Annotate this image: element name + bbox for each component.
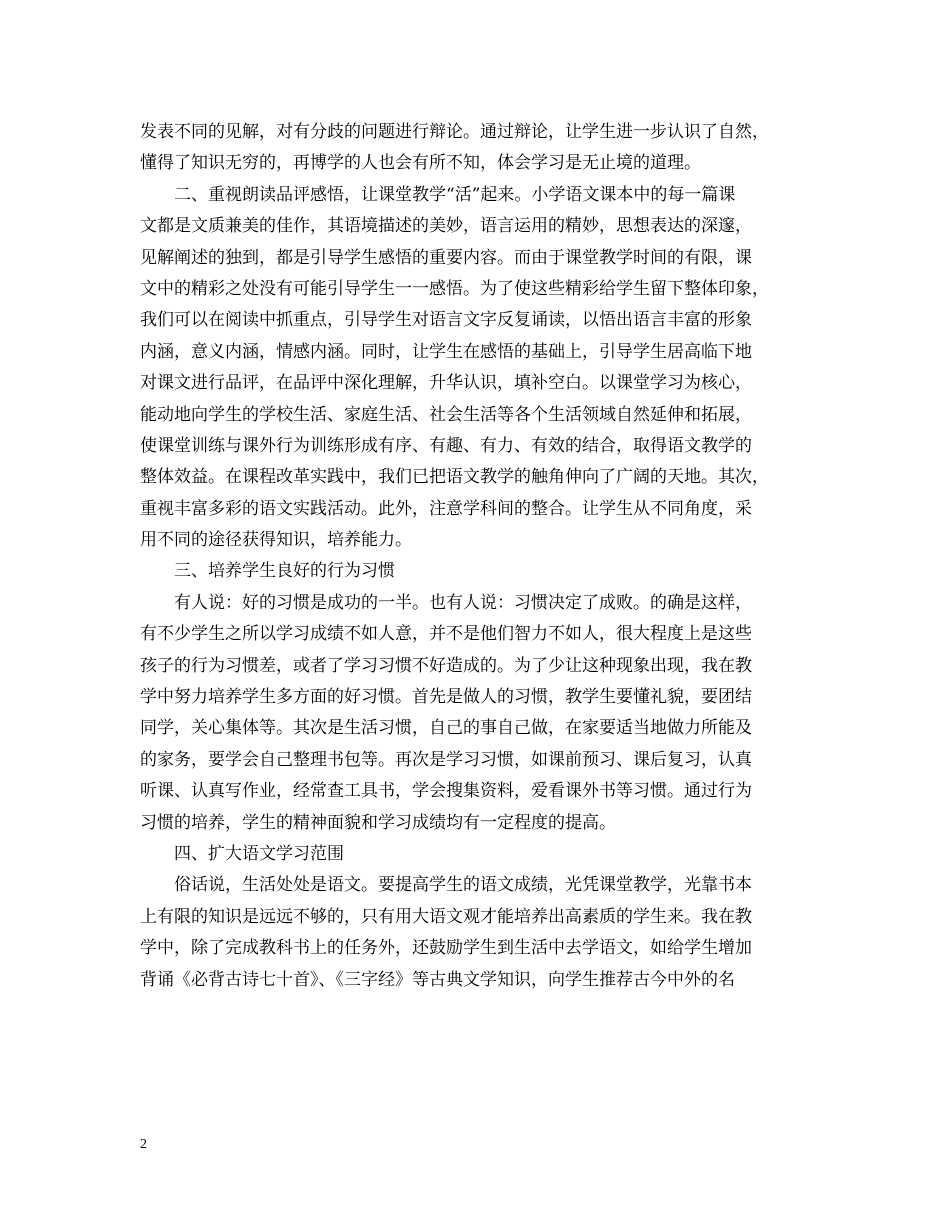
text-line: 二、重视朗读品评感悟，让课堂教学“活”起来。小学语文课本中的每一篇课 [174,184,736,205]
text-line: 三、培养学生良好的行为习惯 [174,561,395,582]
text-line: 懂得了知识无穷的，再博学的人也会有所不知，体会学习是无止境的道理。 [140,153,701,174]
text-line: 听课、认真写作业，经常查工具书，学会搜集资料，爱看课外书等习惯。通过行为 [140,781,752,802]
text-line: 文中的精彩之处没有可能引导学生一一感悟。为了使这些精彩给学生留下整体印象， [140,278,769,299]
text-line: 上有限的知识是远远不够的，只有用大语文观才能培养出高素质的学生来。我在教 [140,906,752,927]
text-line: 的家务，要学会自己整理书包等。再次是学习习惯，如课前预习、课后复习，认真 [140,749,752,770]
text-line: 俗话说，生活处处是语文。要提高学生的语文成绩，光凭课堂教学，光靠书本 [174,875,752,896]
page-number: 2 [140,1137,147,1152]
text-line: 能动地向学生的学校生活、家庭生活、社会生活等各个生活领域自然延伸和拓展， [140,404,752,425]
text-line: 见解阐述的独到，都是引导学生感悟的重要内容。而由于课堂教学时间的有限，课 [140,247,752,268]
text-line: 文都是文质兼美的佳作，其语境描述的美妙，语言运用的精妙，思想表达的深邃， [140,216,752,237]
text-line: 同学，关心集体等。其次是生活习惯，自己的事自己做，在家要适当地做力所能及 [140,718,752,739]
text-line: 四、扩大语文学习范围 [174,843,344,864]
text-line: 习惯的培养，学生的精神面貌和学习成绩均有一定程度的提高。 [140,812,616,833]
text-line: 重视丰富多彩的语文实践活动。此外，注意学科间的整合。让学生从不同角度，采 [140,498,752,519]
text-line: 内涵，意义内涵，情感内涵。同时，让学生在感悟的基础上，引导学生居高临下地 [140,341,752,362]
text-line: 我们可以在阅读中抓重点，引导学生对语言文字反复诵读，以悟出语言丰富的形象 [140,310,752,331]
text-line: 用不同的途径获得知识，培养能力。 [140,530,412,551]
text-line: 整体效益。在课程改革实践中，我们已把语文教学的触角伸向了广阔的天地。其次， [140,467,769,488]
text-line: 有不少学生之所以学习成绩不如人意，并不是他们智力不如人，很大程度上是这些 [140,624,752,645]
text-line: 对课文进行品评，在品评中深化理解，升华认识，填补空白。以课堂学习为核心， [140,373,752,394]
body-text [140,117,820,996]
text-line: 学中，除了完成教科书上的任务外，还鼓励学生到生活中去学语文，如给学生增加 [140,938,752,959]
text-line: 孩子的行为习惯差，或者了学习习惯不好造成的。为了少让这种现象出现，我在教 [140,655,752,676]
text-line: 学中努力培养学生多方面的好习惯。首先是做人的习惯，教学生要懂礼貌，要团结 [140,687,752,708]
text-line: 使课堂训练与课外行为训练形成有序、有趣、有力、有效的结合，取得语文教学的 [140,435,752,456]
text-line: 发表不同的见解，对有分歧的问题进行辩论。通过辩论，让学生进一步认识了自然， [140,122,769,142]
text-line: 有人说：好的习惯是成功的一半。也有人说：习惯决定了成败。的确是这样， [174,592,752,613]
text-line: 背诵《必背古诗七十首》、《三字经》等古典文学知识，向学生推荐古今中外的名 [140,969,735,990]
